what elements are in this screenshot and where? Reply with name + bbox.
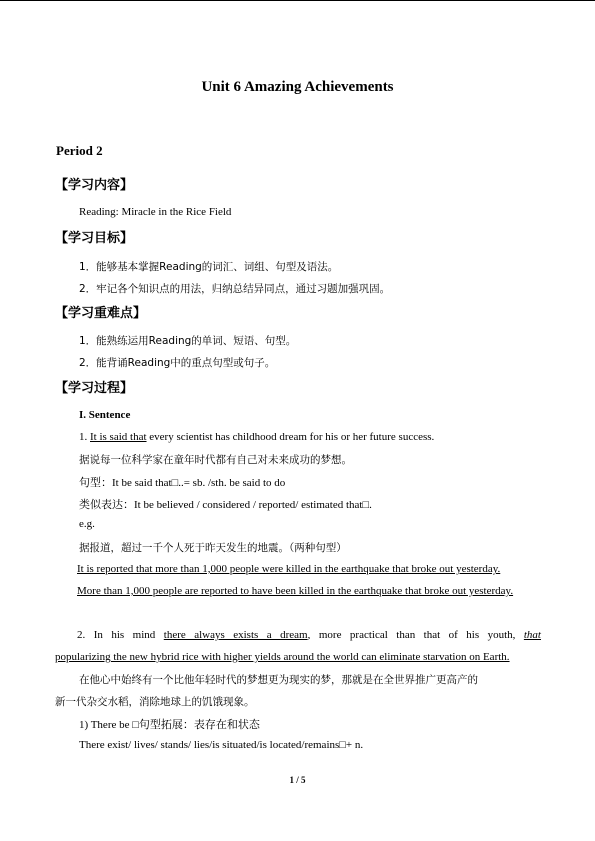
sentence-1 <box>79 431 434 443</box>
section-heading-goals: 【学习目标】 <box>55 231 134 246</box>
sentence-1-similar: 类似表达：It be believed / considered / reported/ estimated that□. <box>79 499 372 511</box>
example-answer-2: More than 1,000 people are reported to have been killed in the earthquake that broke out yesterday. <box>77 585 514 597</box>
example-translation: 据报道，超过一千个人死于昨天发生的地震。（两种句型） <box>79 542 347 554</box>
sentence-1-number: 1. <box>79 431 90 443</box>
page-number: 1 / 5 <box>289 775 306 785</box>
sentence-2-middle: , more practical than that of his youth, <box>307 629 524 641</box>
sentence-2-translation-1: 在他心中始终有一个比他年轻时代的梦想更为现实的梦，那就是在全世界推广更高产的 <box>79 674 478 686</box>
key-line-1: 1．能熟练运用Reading的单词、短语、句型。 <box>79 335 297 347</box>
sentence-2-line-2: popularizing the new hybrid rice with higher yields around the world can eliminate starvation on Earth. <box>55 651 510 663</box>
sub-point-1: 1) There be □句型拓展：表存在和状态 <box>79 719 260 731</box>
sentence-1-translation: 据说每一位科学家在童年时代都有自己对未来成功的梦想。 <box>79 454 352 466</box>
section-heading-process: 【学习过程】 <box>55 381 134 396</box>
example-label: e.g. <box>79 518 95 530</box>
section-heading-content: 【学习内容】 <box>55 178 134 193</box>
sentence-2-that: that <box>523 629 541 641</box>
example-answer-1: It is reported that more than 1,000 people were killed in the earthquake that broke out yesterday. <box>77 563 501 575</box>
sub-point-1-pattern: There exist/ lives/ stands/ lies/is situated/is located/remains□+ n. <box>79 739 364 751</box>
content-line: Reading: Miracle in the Rice Field <box>79 206 232 218</box>
key-line-2: 2．能背诵Reading中的重点句型或句子。 <box>79 357 276 369</box>
top-border-line <box>0 0 595 1</box>
period-label: Period 2 <box>56 143 103 158</box>
section-heading-key-points: 【学习重难点】 <box>55 306 147 321</box>
goal-line-1: 1．能够基本掌握Reading的词汇、词组、句型及语法。 <box>79 261 339 273</box>
sentence-2-translation-2: 新一代杂交水稻，消除地球上的饥饿现象。 <box>55 696 255 708</box>
sentence-2-underlined: there always exists a dream <box>163 629 308 641</box>
sentence-2-start: 2. In his mind <box>77 629 164 641</box>
sentence-1-underlined: It is said that <box>90 431 147 443</box>
sentence-1-pattern: 句型：It be said that□..= sb. /sth. be said to do <box>79 477 286 489</box>
sentence-1-rest: every scientist has childhood dream for his or her future success. <box>146 431 435 443</box>
goal-line-2: 2．牢记各个知识点的用法，归纳总结异同点，通过习题加强巩固。 <box>79 283 391 295</box>
page-title: Unit 6 Amazing Achievements <box>201 79 394 95</box>
sentence-2-line-1 <box>77 629 541 641</box>
sentence-heading: I. Sentence <box>79 409 131 421</box>
